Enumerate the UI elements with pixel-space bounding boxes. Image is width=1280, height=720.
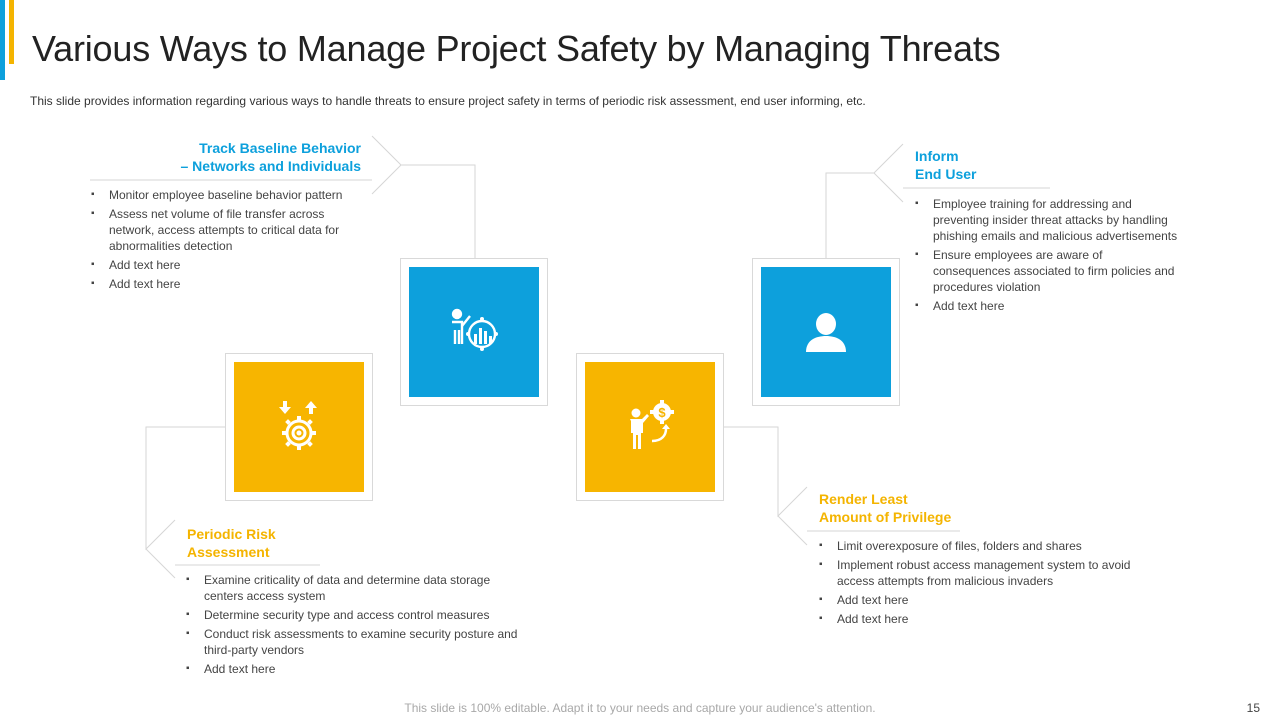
page-subtitle: This slide provides information regarding various ways to handle threats to ensure project safety in terms of periodic risk assessment, end user informing, etc. — [30, 94, 866, 108]
connector-privilege — [724, 427, 807, 516]
list-item: ▪ Add text here — [817, 592, 1167, 608]
connector-inform-arrow — [874, 173, 903, 202]
tile-periodic-fill — [234, 362, 364, 492]
heading-inform-line1: Inform — [915, 148, 959, 164]
svg-text:$: $ — [658, 405, 666, 420]
list-item: ▪ Implement robust access management system to avoid access attempts from malicious invaders — [817, 557, 1167, 589]
tile-inform-user — [752, 258, 900, 406]
user-icon — [802, 308, 850, 356]
list-periodic-risk — [184, 572, 529, 680]
list-inform-user — [913, 196, 1178, 317]
connector-periodic-arrow — [146, 549, 175, 578]
tile-track-baseline — [400, 258, 548, 406]
tile-least-privilege — [576, 353, 724, 501]
heading-inform-user — [915, 147, 1115, 183]
heading-track-line1: Track Baseline Behavior — [199, 140, 361, 156]
heading-track-line2: – Networks and Individuals — [180, 158, 361, 174]
list-item: ▪ Conduct risk assessments to examine security posture and third-party vendors — [184, 626, 529, 658]
heading-inform-line2: End User — [915, 166, 977, 182]
list-item: ▪ Determine security type and access control measures — [184, 607, 529, 623]
connector-privilege-arrow — [778, 516, 807, 545]
heading-periodic-risk — [187, 525, 387, 561]
list-track-baseline — [89, 187, 351, 295]
list-item: ▪ Add text here — [184, 661, 529, 677]
connector-track — [372, 136, 475, 258]
connector-track-arrow — [372, 165, 401, 194]
tile-track-fill — [409, 267, 539, 397]
risk-target-gear-icon — [269, 399, 329, 455]
list-item: ▪ Monitor employee baseline behavior pattern — [89, 187, 351, 203]
list-item: ▪ Assess net volume of file transfer across network, access attempts to critical data for abnormalities detection — [89, 206, 351, 254]
person-money-gear-icon — [622, 399, 678, 455]
list-item: ▪ Add text here — [89, 276, 351, 292]
list-item: ▪ Employee training for addressing and preventing insider threat attacks by handling phishing emails and malicious advertisements — [913, 196, 1178, 244]
heading-least-privilege — [819, 490, 1039, 526]
list-item: ▪ Add text here — [913, 298, 1178, 314]
tile-inform-fill — [761, 267, 891, 397]
tile-privilege-fill — [585, 362, 715, 492]
tile-periodic-risk — [225, 353, 373, 501]
connector-inform — [826, 144, 903, 258]
list-item: ▪ Add text here — [89, 257, 351, 273]
heading-privilege-line1: Render Least — [819, 491, 908, 507]
heading-privilege-line2: Amount of Privilege — [819, 509, 952, 525]
footer-note: This slide is 100% editable. Adapt it to your needs and capture your audience's attention. — [404, 701, 876, 715]
list-item: ▪ Examine criticality of data and determine data storage centers access system — [184, 572, 529, 604]
list-item: ▪ Limit overexposure of files, folders and shares — [817, 538, 1167, 554]
page-number: 15 — [1246, 701, 1260, 715]
list-item: ▪ Add text here — [817, 611, 1167, 627]
list-item: ▪ Ensure employees are aware of consequences associated to firm policies and procedures violation — [913, 247, 1178, 295]
heading-periodic-line2: Assessment — [187, 544, 270, 560]
heading-track-baseline — [160, 139, 361, 175]
analyst-chart-icon — [446, 304, 502, 360]
list-least-privilege — [817, 538, 1167, 630]
heading-periodic-line1: Periodic Risk — [187, 526, 276, 542]
page-title: Various Ways to Manage Project Safety by Managing Threats — [32, 28, 1001, 69]
